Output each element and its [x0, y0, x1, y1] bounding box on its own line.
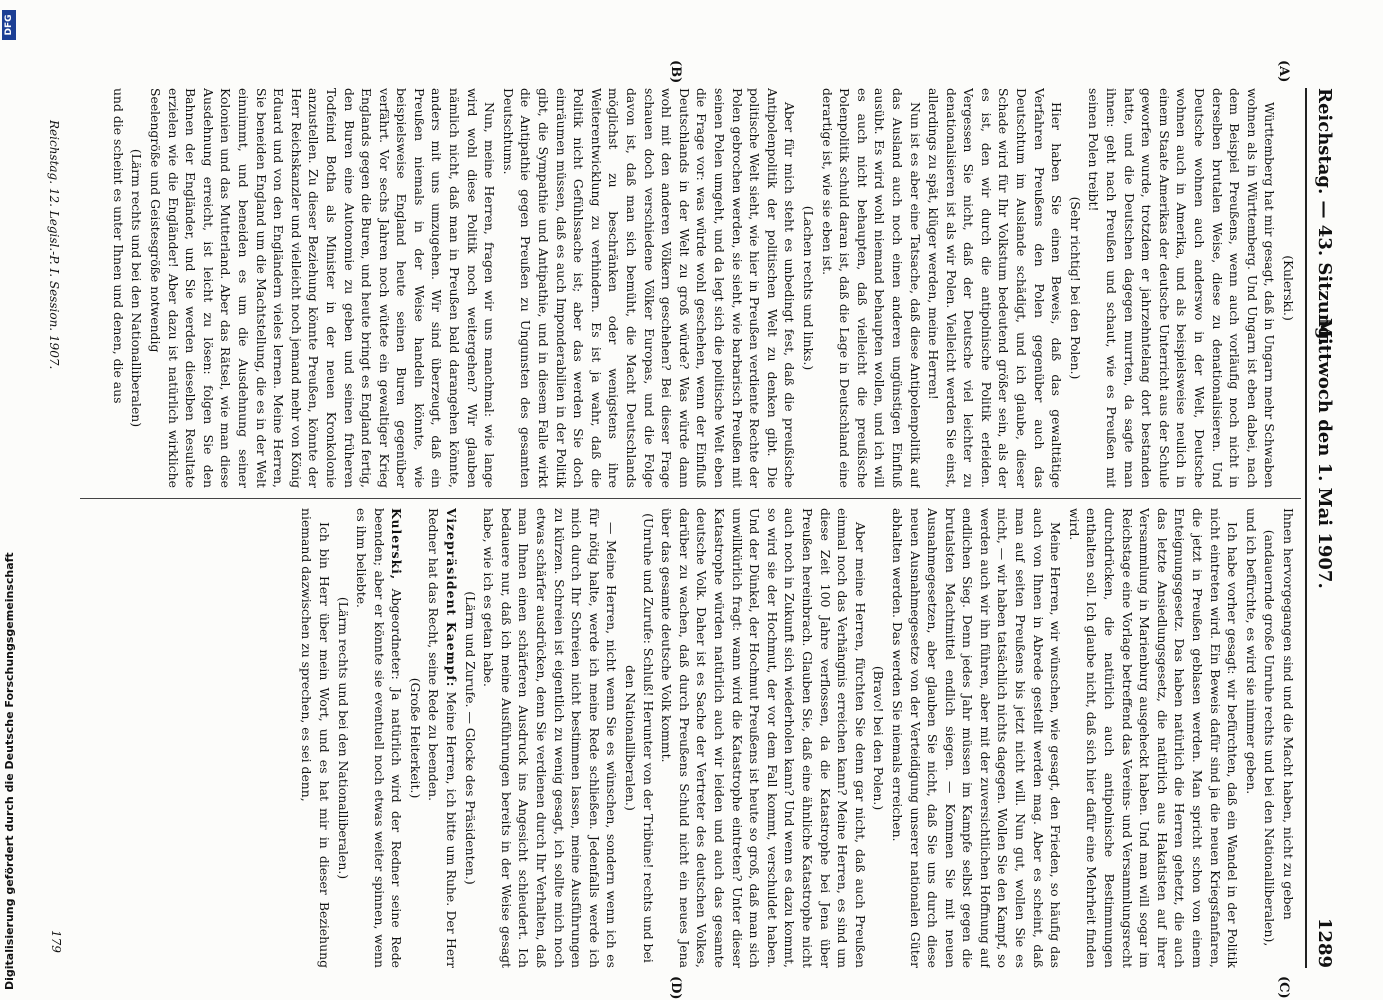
- speaker-paragraph: [353, 508, 406, 968]
- speaker-text: Abgeordneter: Ja natürlich wird der Redner seine Rede beenden; aber er könnte sie eventuell noch etwas weiter spinnen, wenn es ihm beliebte.: [354, 508, 405, 968]
- speech-paragraph: Hier haben Sie einen Beweis, daß das gewalttätige Verfahren Preußens den Polen gegenüber auch das Deutschtum im Auslande schädigt, und ich glaube, dieser Schade wird für Ihr Volkstum bedeutend größer sein, als der es ist, den wir durch die antipolnische Politik erleiden. Vergessen Sie nicht, daß der Deutsche viel leichter zu denationalisieren ist als wir Polen. Vielleicht werden Sie einst, allerdings zu spät, klüger werden, meine Herren!: [926, 88, 1065, 488]
- interjection: (Unruhe und Zurufe: Schluß! Herunter von der Tribüne! rechts und bei den Nationalliberalen.): [623, 513, 656, 963]
- margin-marker-c: (C): [1276, 976, 1291, 999]
- header-date: Mittwoch den 1. Mai 1907.: [1314, 318, 1335, 589]
- speaker-name: Vizepräsident Kaempf:: [444, 508, 460, 688]
- margin-marker-a: (A): [1276, 60, 1291, 83]
- speaker-paragraph: [425, 508, 460, 968]
- speaker-name: Kulerski,: [389, 508, 405, 581]
- page-number: 1289: [1314, 917, 1335, 968]
- interjection: (Lärm rechts und bei den Nationalliberalen): [129, 148, 145, 428]
- dfg-credit-text: Digitalisierung gefördert durch die Deutsche Forschungsgemeinschaft: [3, 552, 16, 990]
- interjection: (Große Heiterkeit.): [407, 677, 423, 799]
- dfg-credit-strip: [0, 0, 20, 1000]
- speaker-text: Meine Herren, ich bitte um Ruhe. Der Herr Redner hat das Recht, seine Rede zu beenden.: [426, 508, 460, 968]
- interjection: (Bravo! bei den Polen.): [871, 665, 887, 811]
- speech-paragraph: — Meine Herren, nicht wenn Sie es wünschen, sondern wenn ich es für nötig halte, werde ich meine Rede schließen. Jedenfalls werde ich mich durch Ihr Schreien nicht bestimmen lassen, meine Ausführungen zu kürzen. Schreien ist eigentlich zu wenig gesagt, ich sollte mich noch etwas schärfer ausdrücken, denn Sie verdienen durch Ihr Verhalten, daß man Ihnen einen schärferen Ausdruck ins Angesicht schleudert. Ich bedauere nur, daß ich meine Ausführungen bereits in der Weise gesagt habe, wie ich es getan habe.: [481, 508, 620, 968]
- speech-paragraph: Ihnen hervorgegangen sind und die Macht haben, nicht zu geben: [1281, 508, 1296, 920]
- margin-marker-d: (D): [668, 976, 683, 1000]
- margin-marker-b: (B): [668, 60, 683, 84]
- speech-paragraph: Aber für mich steht es unbedingt fest, daß die preußische Antipolenpolitik der politischen Welt zu denken gibt. Die politische Welt sieht, wie hier in Preußen verdiente Rechte der Polen gebrochen werden, sie sieht, wie barbarisch Preußen mit seinen Polen umgeht, und da legt sich die politische Welt eben die Frage vor: was würde wohl geschehen, wenn der Einfluß Deutschlands in der Welt zu groß würde? Was würde dann wohl mit den anderen Völkern geschehen? Bei dieser Frage schauen doch verschiedene Völker Europas, und die Folge davon ist, daß man sich bemüht, die Macht Deutschlands möglichst zu beschränken oder wenigstens ihre Weiterentwicklung zu verhindern. Es ist ja wahr, daß die Politik nicht Gefühlssache ist; aber das werden Sie doch einräumen müssen, daß es auch Imponderabilien in der Politik gibt, die Sympathie und Antipathie, und in diesem Falle wirkt die Antipathie gegen Preußen zu Ungunsten des gesamten Deutschtums.: [500, 88, 798, 488]
- interjection: (Lachen rechts und links.): [800, 205, 816, 371]
- left-column: [78, 88, 1297, 488]
- right-column: [78, 508, 1297, 968]
- interjection: (andauernde große Unruhe rechts und bei den Nationalliberalen),: [1262, 529, 1278, 947]
- interjection: (Kulerski.): [1281, 255, 1296, 321]
- speech-paragraph: und die scheint es unter Ihnen und denen, die aus: [110, 88, 126, 404]
- speech-paragraph: Ich habe vorher gesagt: wir befürchten, daß ein Wandel in der Politik nicht eintreten wird. Ein Beweis dafür sind ja die neuen Kriegsfanfaren, die jetzt in Preußen geblasen werden. Man spricht schon von einem Enteignungsgesetz. Das haben natürlich die Herren gehetzt, die auch das letzte Ansiedlungsgesetz, die natürlich aus Hakatisten auf ihrer Versammlung in Marienburg ausgeheckt haben. Und man will sogar im Reichstage eine Vorlage betreffend das Vereins- und Versammlungsrecht durchdrücken, die natürlich auch antipolnische Bestimmungen enthalten soll. Ich glaube nicht, daß sich hier dafür eine Mehrheit finden wird.: [1066, 508, 1241, 968]
- speech-paragraph: Württemberg hat mir gesagt, daß in Ungarn mehr Schwaben wohnen als in Württemberg. Und Ungarn ist eben dabei, nach dem Beispiel Preußens, wenn auch vorläufig noch nicht in derselben brutalen Weise, diese zu denationalisieren. Und Deutsche wohnen auch anderswo in der Welt, Deutsche wohnen auch in Amerika, und als beispielsweise neulich in einem Staate Amerikas der deutsche Unterricht aus der Schule geworfen wurde, trotzdem er jahrzehntelang dort bestanden hatte, und die Deutschen dagegen murrten, da sagte man ihnen: geht nach Preußen und schaut, wie es Preußen mit seinen Polen treibt!: [1086, 88, 1278, 488]
- speech-paragraph: und ich befürchte, es wird sie nimmer geben.: [1243, 508, 1259, 795]
- dfg-logo: DFG: [2, 10, 16, 40]
- speech-paragraph: Meine Herren, wir wünschen, wie gesagt, den Frieden, so häufig das auch von Ihnen in Abrede gestellt werden mag. Aber es scheint, daß man auf seiten Preußens bis jetzt nicht will. Nun gut, wollen Sie es nicht, — wir haben tatsächlich nichts dagegen. Wollen Sie den Kampf, so werden auch wir ihn führen, aber mit der zuversichtlichen Hoffnung auf endlichen Sieg. Denn jedes Jahr müssen im Kampfe selbst gegen die brutalsten Machtmittel endlich siegen. — Kommen Sie mit neuen Ausnahmegesetzen, aber glauben Sie nicht, daß Sie uns durch diese neuen Ausnahmegesetze von der Verteidigung unserer nationalen Güter abhalten werden. Das werden Sie niemals erreichen.: [889, 508, 1064, 968]
- column-divider: [80, 498, 1301, 499]
- footer-citation: Reichstag. 12. Legisl.-P. I. Session. 1907.: [47, 120, 61, 370]
- interjection: (Sehr richtig! bei den Polen.): [1067, 196, 1083, 380]
- speech-paragraph: Nun ist es aber eine Tatsache, daß diese Antipolenpolitik auf das Ausland auch noch einen anderen ungünstigen Einfluß ausübt. Es wird wohl niemand behaupten wollen, und ich will es auch nicht behaupten, daß vielleicht die preußische Polenpolitik schuld daran ist, daß die Lage in Deutschland eine derartige ist, wie sie eben ist.: [819, 88, 923, 488]
- interjection: (Lärm rechts und bei den Nationalliberalen.): [335, 596, 351, 880]
- page-header: [1305, 88, 1341, 968]
- speech-paragraph: Nun, meine Herren, fragen wir uns manchmal: wie lange wird wohl diese Politik noch weitergehen? Wir glauben nämlich nicht, daß man in Preußen bald darangehen könnte, anders mit uns umzugehen. Wir sind überzeugt, daß ein Preußen niemals in der Weise handeln könnte, wie beispielsweise England heute seinen Buren gegenüber verfährt. Vor sechs Jahren noch wütete ein gewaltiger Krieg Englands gegen die Buren, und heute bringt es England fertig, den Buren eine Autonomie zu geben und seinen früheren Todfeind Botha als Minister in der neuen Kronkolonie anzustellen. Zu dieser Beziehung könnte Preußen, könnte der Herr Reichskanzler und vielleicht noch jemand mehr von König Eduard und von den Engländern vieles lernen. Meine Herren, Sie beneiden England um die Machtstellung, die es in der Welt einnimmt, und beneiden es um die Ausdehnung seiner Kolonien und das Mutterland. Aber das Rätsel, wie man diese Ausdehnung erreicht, ist leicht zu lösen: folgen Sie den Bahnen der Engländer, und Sie werden dieselben Resultate erzielen wie die Engländer! Aber dazu ist natürlich wirkliche Seelengröße und Geistesgröße notwendig: [148, 88, 498, 488]
- speech-paragraph: Aber meine Herren, fürchten Sie denn gar nicht, daß auch Preußen einmal noch das Verhängnis erreichen kann? Meine Herren, es sind um diese Zeit 100 Jahre verflossen, da die Katastrophe bei Jena über Preußen hereinbrach. Glauben Sie, daß eine ähnliche Katastrophe nicht auch noch in Zukunft sich wiederholen kann? Und wenn es dazu kommt, so wird sie der Hochmut, der vor dem Fall kommt, verschuldet haben. Und der Dünkel, der Hochmut Preußens ist heute so groß, daß man sich unwillkürlich fragt: wann wird die Katastrophe eintreten? Unter dieser Katastrophe würden natürlich auch wir leiden und auch das gesamte deutsche Volk. Daher ist es Sache der Vertreter des deutschen Volkes, darüber zu wachen, daß durch Preußens Schuld nicht ein neues Jena über das gesamte deutsche Volk kommt.: [659, 508, 868, 968]
- interjection: (Lärm und Zurufe. — Glocke des Präsidenten.): [462, 591, 478, 885]
- header-session: Reichstag. — 43. Sitzung.: [1314, 88, 1335, 346]
- footer-signature: 179: [49, 930, 63, 953]
- speech-paragraph: Ich bin Herr über mein Wort, und es hat mir in dieser Beziehung niemand dazwischen zu sprechen, es sei denn,: [299, 508, 332, 968]
